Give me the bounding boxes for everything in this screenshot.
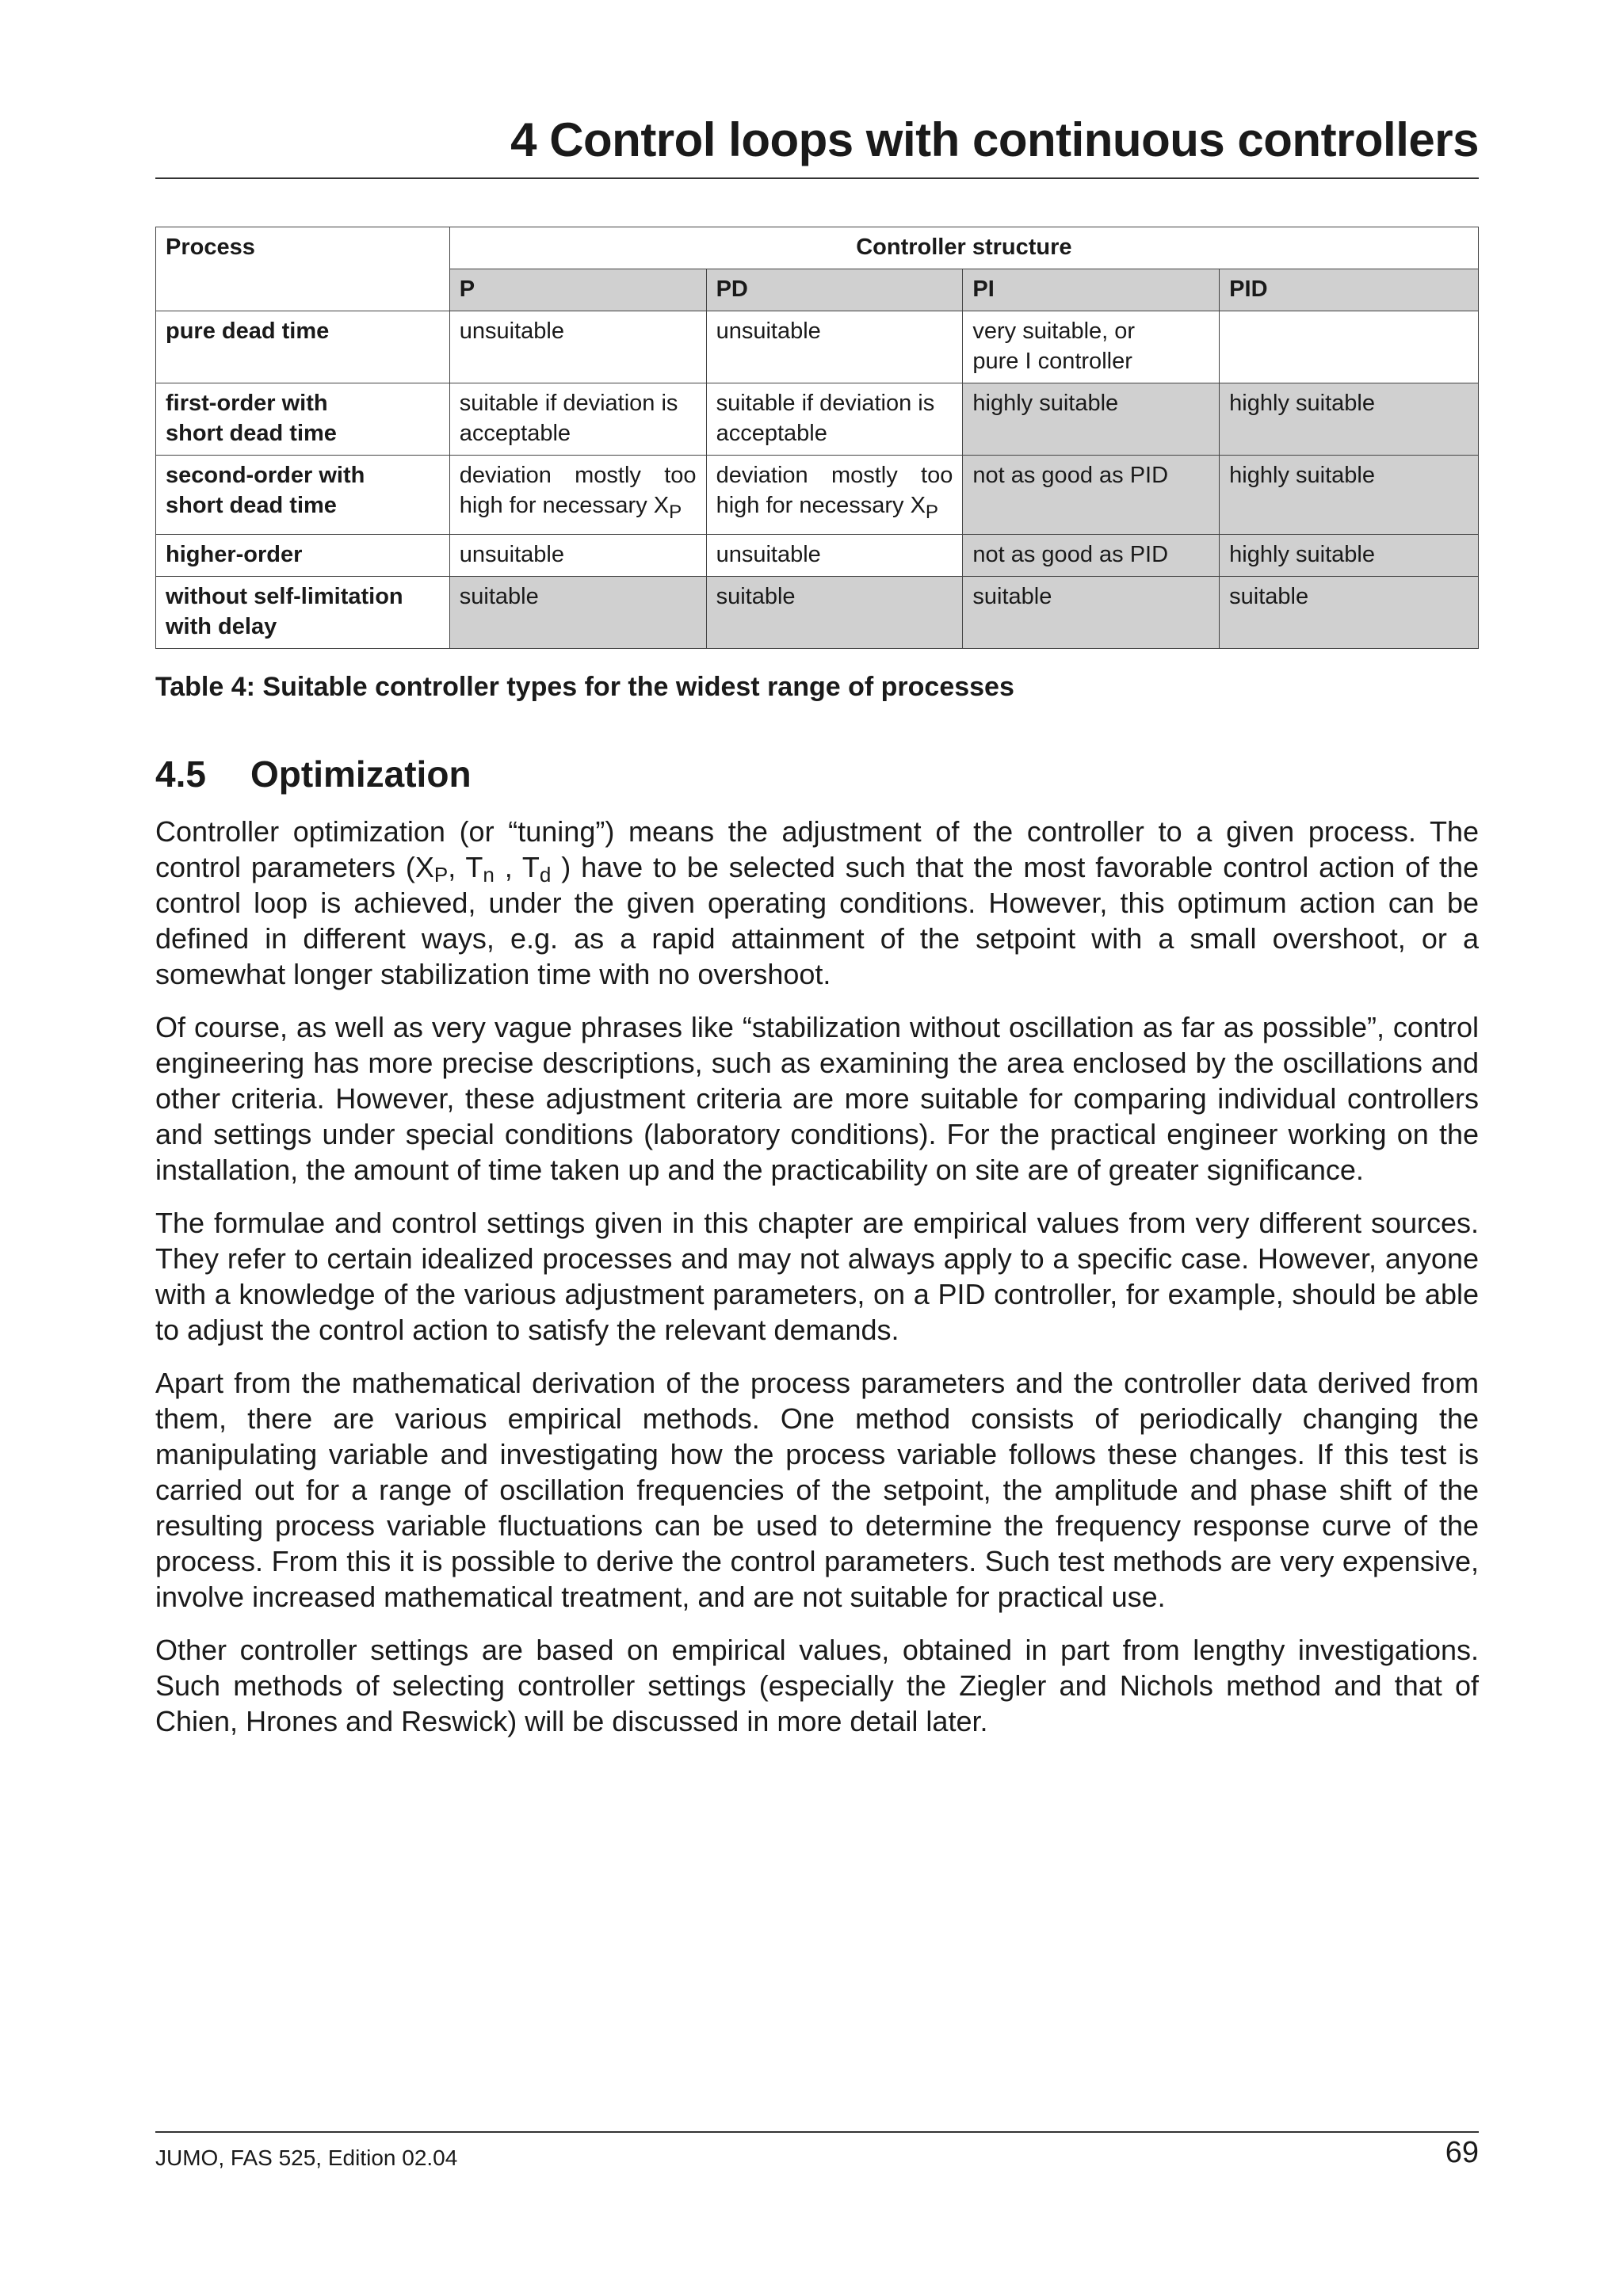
paragraph: Apart from the mathematical derivation of the process parameters and the controller data derived from them, there are various empirical methods. One method consists of periodically changing the manipulating variable and investigating how the process variable follows these changes. If this test is carried out for a range of oscillation frequencies of the setpoint, the amplitude and phase shift of the resulting process variable fluctuations can be used to determine the frequency response curve of the process. From this it is possible to derive the control parameters. Such test methods are very expensive, involve increased mathematical treatment, and are not suitable for practical use. — [155, 1367, 1479, 1613]
paragraph: Controller optimization (or “tuning”) means the adjustment of the controller to a given process. The control parameters ($X_P$, $T_n$ , $T_d$ ) have to be selected such that the most favorable control action of the control loop is achieved, under the given operating conditions. However, this optimum action can be defined in different ways, e.g. as a rapid attainment of the setpoint with a small overshoot, or a somewhat longer stabilization time with no overshoot. — [155, 815, 1479, 990]
section-number: 4.5 — [155, 753, 206, 795]
controller-table — [155, 227, 1479, 649]
table-cell: suitable — [449, 576, 706, 648]
column-header-pid: PID — [1220, 269, 1479, 311]
table-cell: suitable if deviation is acceptable — [449, 383, 706, 456]
table-cell: unsuitable — [449, 311, 706, 383]
table-cell: suitable — [706, 576, 963, 648]
table-row — [156, 456, 1479, 535]
table-row — [156, 383, 1479, 456]
table-cell: not as good as PID — [963, 534, 1220, 576]
process-cell: second-order with short dead time — [156, 456, 450, 535]
section-title: Optimization — [250, 753, 472, 795]
table-row — [156, 311, 1479, 383]
table-cell: unsuitable — [449, 534, 706, 576]
table-cell: suitable — [1220, 576, 1479, 648]
footer-publication: JUMO, FAS 525, Edition 02.04 — [155, 2145, 458, 2170]
process-cell: without self-limitation with delay — [156, 576, 450, 648]
paragraph: Of course, as well as very vague phrases like “stabilization without oscillation as far as possible”, control engineering has more precise descriptions, such as examining the area enclosed by the oscillations and other criteria. However, these adjustment criteria are more suitable for comparing individual controllers and settings under special conditions (laboratory conditions). For the practical engineer working on the installation, the amount of time taken up and the practicability on site are of greater significance. — [155, 1011, 1479, 1186]
table-row — [156, 576, 1479, 648]
paragraph: The formulae and control settings given in this chapter are empirical values from very different sources. They refer to certain idealized processes and may not always apply to a specific case. However, anyone with a knowledge of the various adjustment parameters, on a PID controller, for example, should be able to adjust the control action to satisfy the relevant demands. — [155, 1207, 1479, 1346]
table-row — [156, 534, 1479, 576]
table-caption: Table 4: Suitable controller types for the widest range of processes — [155, 672, 1014, 702]
table-cell: unsuitable — [706, 311, 963, 383]
process-cell: pure dead time — [156, 311, 450, 383]
chapter-title: 4 Control loops with continuous controllers — [510, 113, 1479, 166]
table-cell: highly suitable — [1220, 534, 1479, 576]
table-cell: not as good as PID — [963, 456, 1220, 535]
footer-rule — [155, 2131, 1479, 2133]
table-header-row — [156, 227, 1479, 269]
page-number: 69 — [1445, 2136, 1479, 2169]
table-cell: suitable — [963, 576, 1220, 648]
header-rule — [155, 177, 1479, 179]
body-text — [155, 814, 1479, 1756]
table-cell: highly suitable — [963, 383, 1220, 456]
table-cell — [1220, 311, 1479, 383]
table-cell: highly suitable — [1220, 383, 1479, 456]
structure-header: Controller structure — [449, 227, 1478, 269]
table-cell: deviation mostly too high for necessary $X_P$ — [706, 456, 963, 535]
table-cell: suitable if deviation is acceptable — [706, 383, 963, 456]
table-cell: deviation mostly too high for necessary $X_P$ — [449, 456, 706, 535]
paragraph: Other controller settings are based on empirical values, obtained in part from lengthy investigations. Such methods of selecting controller settings (especially the Ziegler and Nichols method and that of Chien, Hrones and Reswick) will be discussed in more detail later. — [155, 1634, 1479, 1737]
section-heading — [155, 753, 472, 795]
process-cell: first-order with short dead time — [156, 383, 450, 456]
process-cell: higher-order — [156, 534, 450, 576]
table-cell: unsuitable — [706, 534, 963, 576]
table-cell: highly suitable — [1220, 456, 1479, 535]
process-header: Process — [156, 227, 450, 311]
column-header-p: P — [449, 269, 706, 311]
column-header-pd: PD — [706, 269, 963, 311]
table-cell: very suitable, or pure I controller — [963, 311, 1220, 383]
column-header-pi: PI — [963, 269, 1220, 311]
